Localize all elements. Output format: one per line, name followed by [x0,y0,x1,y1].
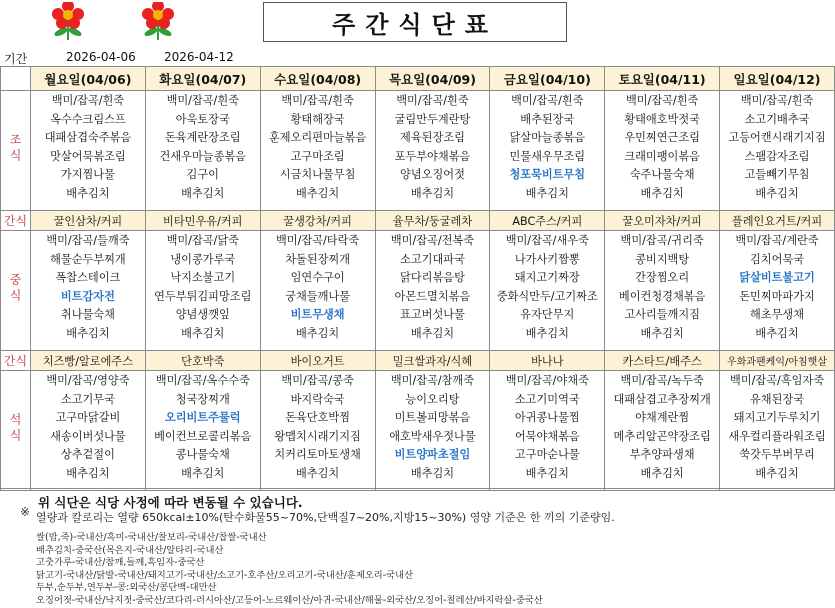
snack-item: 비타민우유/커피 [145,211,260,231]
snack-item: 꿀생강차/커피 [260,211,375,231]
period-start: 2026-04-06 [66,50,136,64]
snack-item: 우화과팬케익/아침햇살 [720,351,835,371]
menu-item: 고구마순나물 [514,448,580,461]
menu-item: 배추김치 [410,326,455,340]
menu-item: 양념생깻잎 [175,308,230,321]
menu-item: 능이오리탕 [405,392,460,406]
menu-item: 백미/잡곡/타락죽 [276,234,360,247]
menu-item: 배추김치 [66,186,110,200]
menu-item: 배추김치 [66,326,110,340]
menu-item: 바지락숙국 [290,392,345,406]
period-label: 기간 [4,52,28,66]
lunch-cell [145,231,260,351]
snack_pm-row [1,351,835,371]
menu-item: 아몬드멸치볶음 [394,289,471,303]
menu-item: 백미/잡곡/녹두죽 [620,374,704,387]
breakfast-cell [605,91,720,211]
menu-item: 돈민찌마파가지 [739,289,815,303]
menu-item: 백미/잡곡/닭죽 [166,234,239,247]
day-header: 토요일(04/11) [605,67,720,91]
snack-item: 플레인요거트/커피 [720,211,835,231]
snack-item: 밀크쌀과자/식혜 [375,351,490,371]
day-header: 월요일(04/06) [31,67,146,91]
menu-item: 백미/잡곡/흰죽 [281,94,354,107]
lunch-cell [720,231,835,351]
menu-item: 민물새우무조림 [509,149,586,163]
menu-item: 가지찜나물 [60,168,115,181]
day-header: 일요일(04/12) [720,67,835,91]
day-header: 수요일(04/08) [260,67,375,91]
menu-item: 옥수수크림스프 [50,112,126,126]
menu-item: 백미/잡곡/귀리죽 [620,234,704,247]
menu-item: 백미/잡곡/옥수수죽 [155,374,250,387]
period-row [0,48,835,66]
menu-item: 청포묵비트무침 [509,168,586,181]
menu-item: 미트볼피망볶음 [394,411,471,424]
menu-item: 아귀콩나물찜 [514,411,580,424]
menu-item: 배추김치 [295,186,340,200]
breakfast-label [1,91,31,211]
menu-item: 청국장찌개 [175,392,230,406]
menu-item: 백미/잡곡/흑임자죽 [730,374,825,387]
menu-item: 황태애호박젓국 [624,112,700,126]
lunch-label [1,231,31,351]
menu-item: 비트무생채 [290,308,345,321]
menu-item: 돼지고기짜장 [514,271,580,284]
day-header: 금요일(04/10) [490,67,605,91]
menu-item: 고등어캔시래기지짐 [728,131,826,144]
breakfast-label-text: 조식 [8,133,22,165]
dinner-cell [720,371,835,491]
menu-item: 배추김치 [640,326,684,340]
corner-cell [1,67,31,91]
menu-item: 나가사키짬뽕 [514,252,580,266]
menu-item: 궁채들깨나물 [285,289,351,303]
breakfast-cell [490,91,605,211]
menu-item: 유자단무지 [520,308,575,321]
breakfast-cell [145,91,260,211]
menu-item: 대패삼겹고추장찌개 [613,392,711,406]
menu-item: 배추김치 [181,186,225,200]
menu-item: 고구마닭갈비 [55,411,121,424]
menu-item: 시금치나물무침 [279,168,356,181]
snack-item: 꿀오미자차/커피 [605,211,720,231]
menu-item: 백미/잡곡/흰죽 [51,94,125,107]
snack-item: 카스타드/배주스 [605,351,720,371]
origin-line: 오징어젓-국내산/낙지젓-중국산/코다리-러시아산/고등어-노르웨이산/아귀-국내산/해물-외국산/오징어-칠레산/바지락살-중국산 [36,594,543,606]
dinner-cell [375,371,490,491]
menu-item: 취나물숙채 [60,308,115,321]
dinner-cell [145,371,260,491]
snack-item: ABC주스/커피 [490,211,605,231]
snack-item: 바이오거트 [260,351,375,371]
menu-item: 돼지고기두루치기 [733,411,821,424]
menu-item: 맛살어묵볶조림 [50,149,126,163]
dinner-label-text: 석식 [8,413,22,445]
menu-item: 배추김치 [295,466,340,480]
menu-item: 배추김치 [755,326,799,340]
menu-item: 해물순두부찌개 [50,252,126,266]
menu-item: 백미/잡곡/새우죽 [505,234,589,247]
menu-item: 새송이버섯나물 [50,429,126,443]
menu-item: 표고버섯나물 [400,308,465,321]
menu-item: 애호박새우젓나물 [389,429,476,443]
lunch-cell [260,231,375,351]
dinner-cell [490,371,605,491]
breakfast-cell [260,91,375,211]
menu-item: 숙주나물숙채 [629,168,695,181]
dinner-label [1,371,31,491]
menu-item: 배추김치 [755,466,799,480]
lunch-row [1,231,835,351]
origin-line: 배추김치-중국산(목은지-국내산/알타리-국내산 [36,544,224,556]
notes-section [0,488,835,608]
menu-item: 닭살비트불고기 [739,271,815,284]
menu-item: 배추김치 [66,466,110,480]
menu-item: 고들빼기무침 [744,168,810,181]
menu-item: 제육된장조림 [400,131,465,144]
menu-item: 백미/잡곡/콩죽 [281,374,354,387]
day-header: 화요일(04/07) [145,67,260,91]
menu-item: 배추김치 [525,326,569,340]
menu-item: 유채된장국 [750,392,805,406]
menu-item: 임연수구이 [290,271,345,284]
origin-line: 고춧가루-국내산/참깨,들깨,흑임자-중국산 [36,557,205,568]
breakfast-cell [720,91,835,211]
menu-item: 소고기미역국 [514,392,580,406]
menu-item: 중화식만두/고기짜조 [496,289,598,303]
menu-item: 비트감자전 [60,289,115,303]
lunch-cell [375,231,490,351]
day-header-row [1,67,835,91]
breakfast-row [1,91,835,211]
snack_pm-label: 간식 [1,351,31,371]
dinner-cell [260,371,375,491]
lunch-cell [31,231,146,351]
menu-item: 돈육계란장조림 [164,131,241,144]
menu-item: 낙지소불고기 [170,271,236,284]
note-asterisk: ※ [20,505,31,519]
menu-item: 건새우마늘종볶음 [159,149,246,163]
snack-item: 꿀인삼차/커피 [31,211,146,231]
menu-item: 소고기배추국 [744,112,810,126]
menu-item: 닭다리볶음탕 [400,271,465,284]
menu-item: 아욱토장국 [175,112,230,126]
menu-item: 상추겉절이 [60,448,115,461]
menu-item: 백미/잡곡/계란죽 [735,234,819,247]
snack-item: 치즈빵/알로에주스 [31,351,146,371]
menu-item: 김치어묵국 [750,252,805,266]
menu-item: 포두부야채볶음 [394,149,471,163]
menu-item: 배추김치 [295,326,340,340]
menu-item: 배추김치 [640,466,684,480]
menu-item: 콩비지백탕 [635,252,690,266]
menu-item: 베이컨브로콜리볶음 [154,429,252,443]
menu-item: 배추김치 [181,326,225,340]
notice-text: 위 식단은 식당 사정에 따라 변동될 수 있습니다. [38,495,303,510]
lunch-cell [490,231,605,351]
menu-item: 소고기무국 [60,392,115,406]
menu-item: 새우컬리플라워조림 [728,429,826,443]
menu-item: 치커리토마토생채 [274,448,361,461]
menu-item: 왕맵치시래기지짐 [274,429,361,443]
snack-item: 단호박죽 [145,351,260,371]
menu-item: 냉이콩가루국 [170,252,236,266]
dinner-cell [31,371,146,491]
menu-item: 대패삼겹숙주볶음 [44,131,132,144]
menu-item: 해초무생채 [750,308,805,321]
menu-item: 황태해장국 [290,112,345,126]
menu-item: 우민찌연근조림 [624,131,700,144]
menu-item: 어묵야채볶음 [514,429,580,443]
flower-decoration-icon [34,2,204,42]
menu-item: 백미/잡곡/야채죽 [505,374,589,387]
lunch-cell [605,231,720,351]
menu-item: 배추된장국 [520,112,575,126]
menu-item: 콩나물숙채 [175,448,230,461]
menu-item: 크래미팽이볶음 [624,149,700,163]
menu-item: 폭찹스테이크 [55,271,121,284]
origin-line: 닭고기-국내산/닭발-국내산/돼지고기-국내산/소고기-호주산/오리고기-국내산/훈제오리-국내산 [36,569,414,581]
menu-item: 베이컨청경채볶음 [618,289,706,303]
menu-item: 연두부튀김피망조림 [154,289,252,303]
menu-item: 백미/잡곡/참깨죽 [390,374,475,387]
menu-item: 고사리들깨지짐 [624,308,700,321]
menu-item: 쑥갓두부버무리 [739,448,815,461]
menu-item: 배추김치 [410,186,455,200]
snack_am-label: 간식 [1,211,31,231]
menu-item: 소고기대파국 [400,252,465,266]
menu-item: 스팸감자조림 [744,149,810,163]
menu-item: 배추김치 [410,466,455,480]
day-header: 목요일(04/09) [375,67,490,91]
dinner-row [1,371,835,491]
dinner-cell [605,371,720,491]
origin-line: 쌀(밥,죽)-국내산/흑미-국내산/찰보리-국내산/찹쌀-국내산 [36,532,267,543]
menu-item: 닭살마늘종볶음 [509,131,586,144]
menu-item: 백미/잡곡/전복죽 [390,234,475,247]
snack-item: 바나나 [490,351,605,371]
breakfast-cell [31,91,146,211]
nutrition-text: 열량과 칼로리는 열량 650kcal±10%(탄수화물55~70%,단백질7~20%,지방15~30%) 영양 기준은 한 끼의 기준량임. [36,511,615,524]
menu-item: 배추김치 [755,186,799,200]
menu-item: 백미/잡곡/흰죽 [511,94,584,107]
origin-line: 두부,순두부,연두부-콩:외국산/콩단백-대만산 [36,582,217,593]
menu-item: 부추양파생채 [629,448,695,461]
menu-item: 김구이 [186,168,219,181]
menu-item: 백미/잡곡/흰죽 [625,94,699,107]
menu-item: 메추리알곤약장조림 [613,429,711,443]
menu-item: 양념오징어젓 [400,168,465,181]
menu-item: 훈제오리편마늘볶음 [268,131,367,144]
menu-item: 백미/잡곡/흰죽 [166,94,239,107]
menu-item: 백미/잡곡/흰죽 [740,94,814,107]
lunch-label-text: 중식 [8,273,22,305]
menu-item: 고구마조림 [290,149,345,163]
menu-item: 야채계란찜 [635,411,690,424]
menu-item: 비트양파초절임 [394,448,471,461]
menu-item: 배추김치 [181,466,225,480]
menu-item: 간장찜오리 [635,271,690,284]
menu-item: 백미/잡곡/영양죽 [46,374,130,387]
menu-item: 오리비트주물럭 [164,411,241,424]
menu-item: 백미/잡곡/들깨죽 [46,234,130,247]
menu-item: 돈육단호박찜 [285,411,351,424]
snack-item: 율무차/둥굴레차 [375,211,490,231]
period-end: 2026-04-12 [164,50,234,64]
menu-item: 굴림만두계란탕 [394,112,471,126]
snack_am-row [1,211,835,231]
menu-table [0,66,835,491]
breakfast-cell [375,91,490,211]
menu-item: 차돌된장찌개 [285,252,351,266]
menu-item: 배추김치 [525,466,569,480]
menu-item: 배추김치 [525,186,569,200]
page-title: 주간식단표 [263,2,567,42]
menu-item: 백미/잡곡/흰죽 [396,94,469,107]
menu-item: 배추김치 [640,186,684,200]
